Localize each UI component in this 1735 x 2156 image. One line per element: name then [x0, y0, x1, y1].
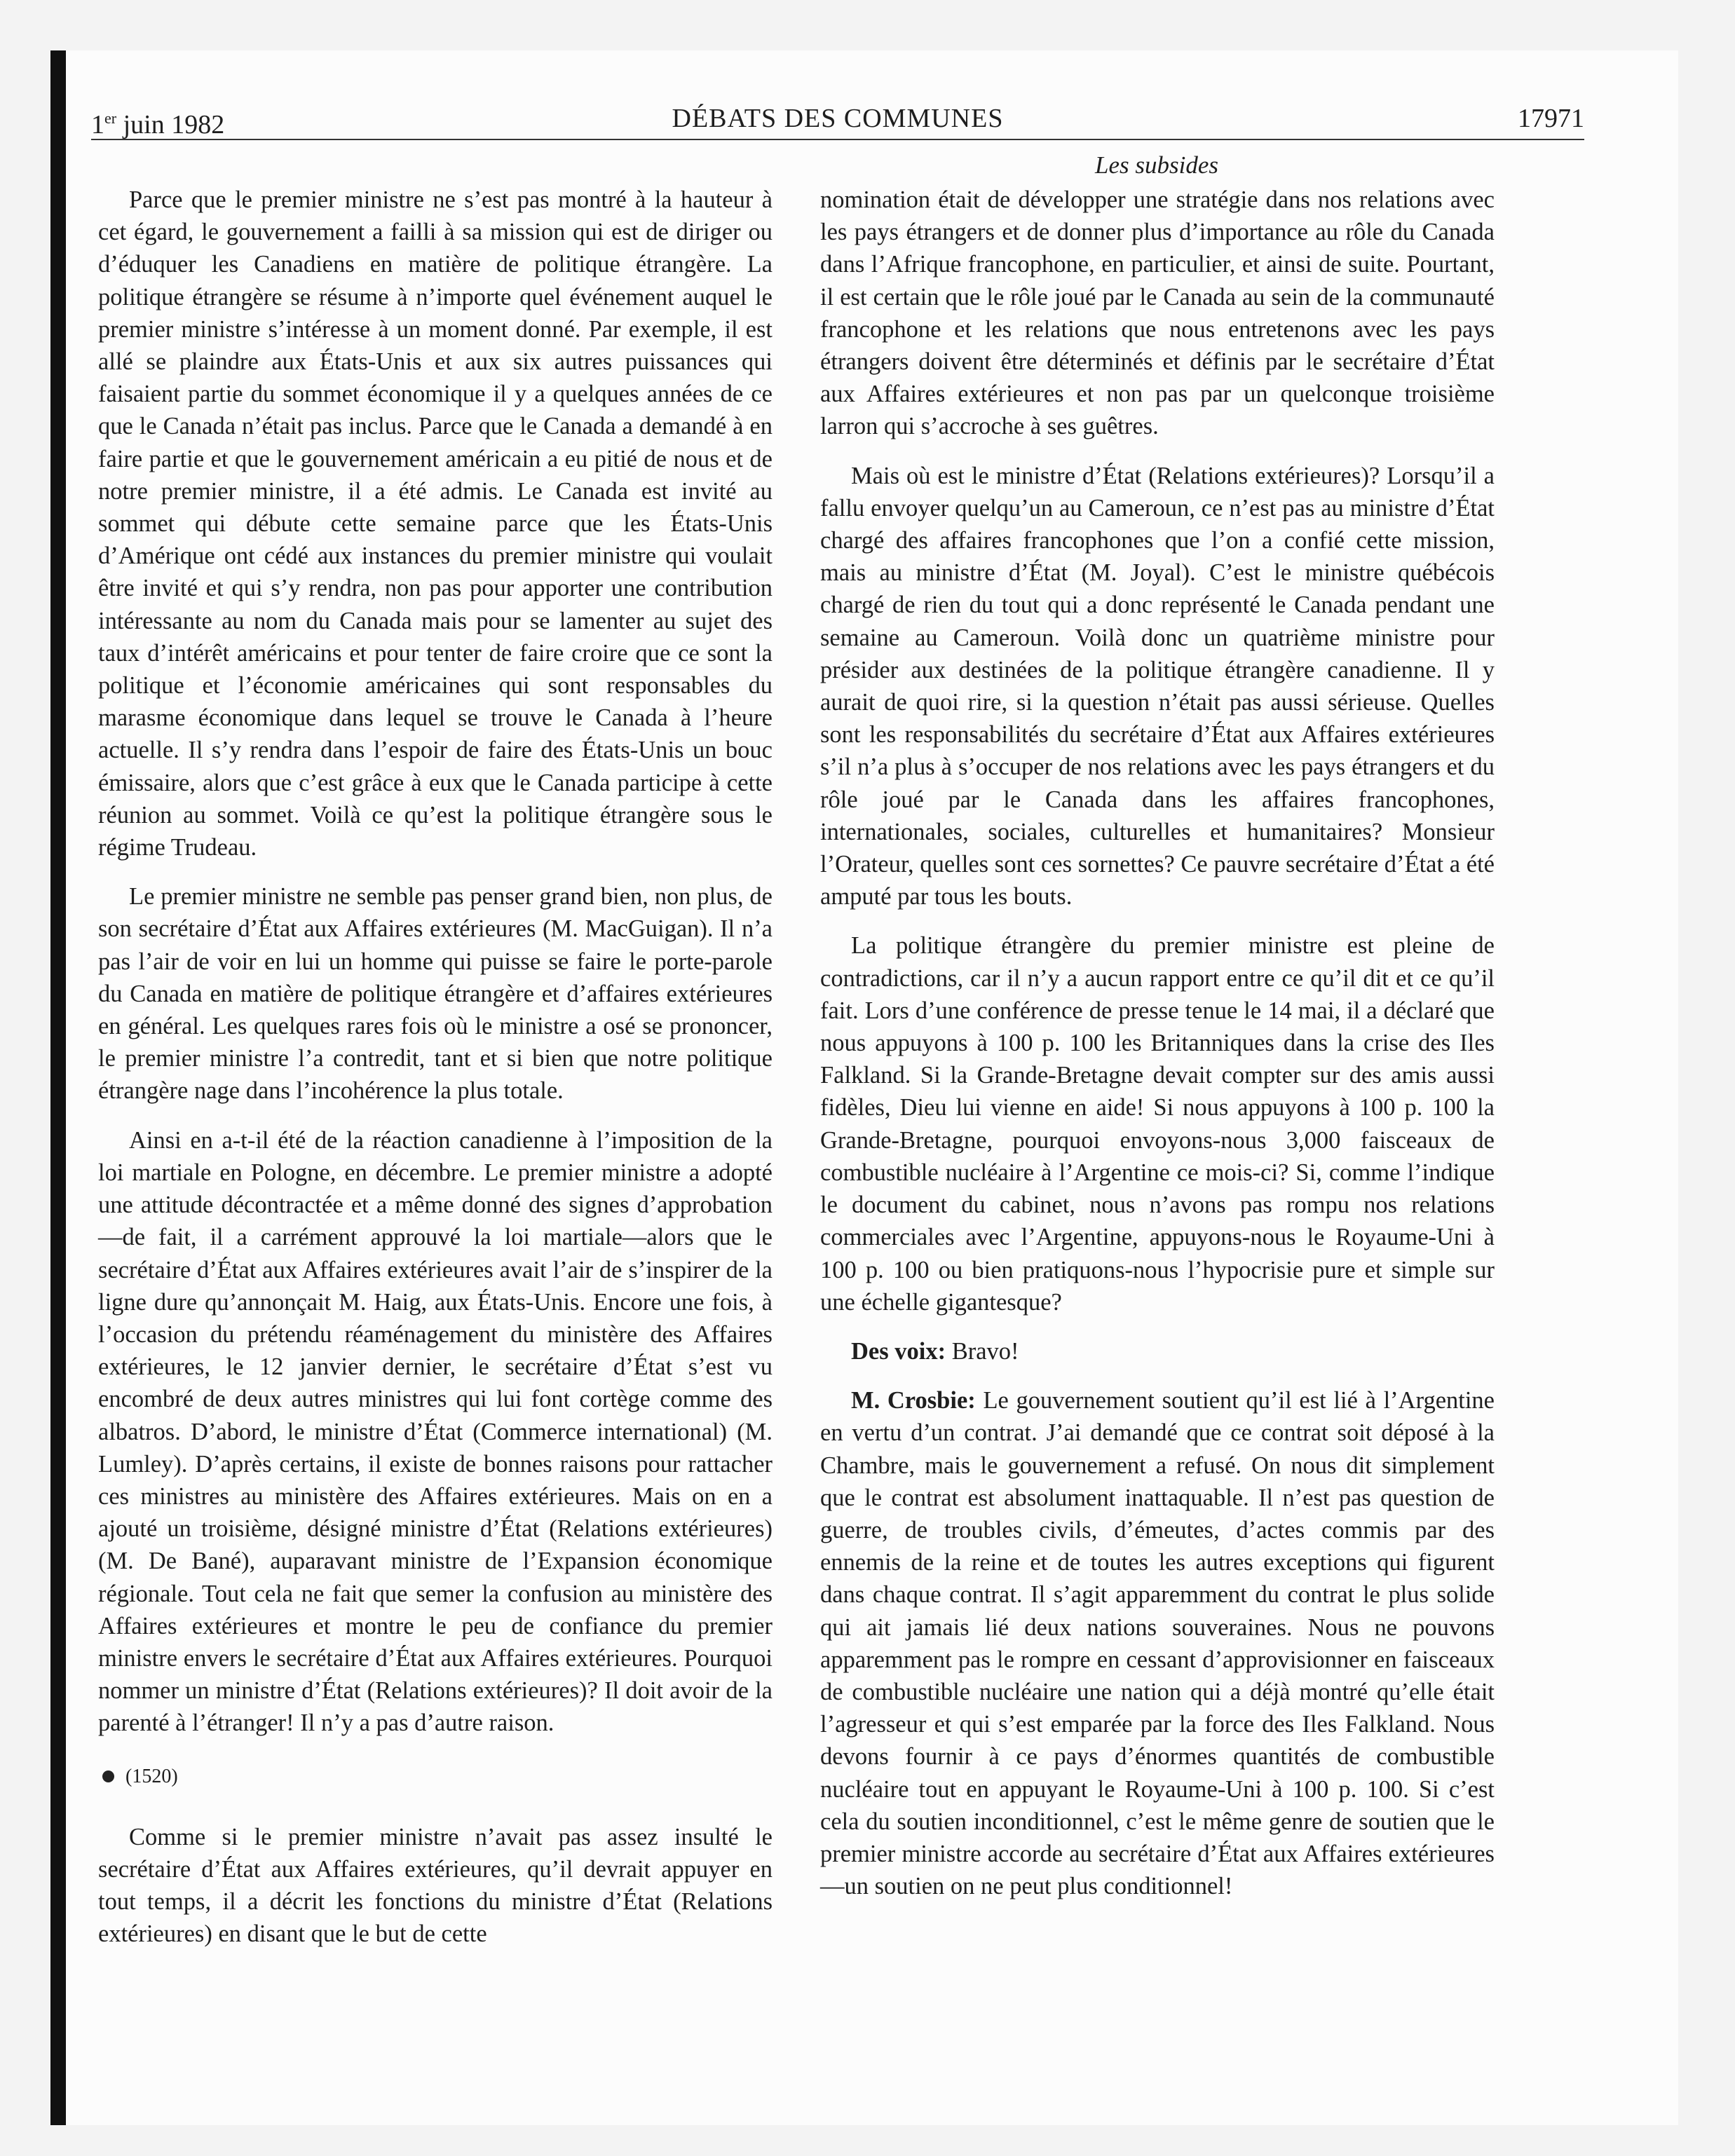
paragraph: Comme si le premier ministre n’avait pas assez insulté le secrétaire d’État aux Affaires extérieures, qu’il devrait appuyer en tout temps, il a décrit les fonctions du ministre d’État (Relations extérieures) en disant que le but de cette — [98, 1823, 773, 1948]
right-column — [820, 184, 1495, 1919]
paragraph: Le premier ministre ne semble pas penser grand bien, non plus, de son secrétaire d’État aux Affaires extérieures (M. MacGuigan). Il n’a pas l’air de voir en lui un homme qui puisse se faire le porte-parole du Canada en matière de politique étrangère et d’affaires extérieures en général. Les quelques rares fois où le ministre a osé se prononcer, le premier ministre l’a contredit, tant et si bien que notre politique étrangère nage dans l’incohérence la plus totale. — [98, 883, 773, 1105]
intervention — [820, 1335, 1495, 1367]
section-label: Les subsides — [1095, 151, 1218, 179]
paragraph: Ainsi en a-t-il été de la réaction canadienne à l’imposition de la loi martiale en Pologne, en décembre. Le premier ministre a adopté une attitude décontractée et a même donné des signes d’approbation—de fait, il a carrément approuvé la loi martiale—alors que le secrétaire d’État aux Affaires extérieures avait l’air de s’inspirer de la ligne dure qu’annonçait M. Haig, aux États-Unis. Encore une fois, à l’occasion du prétendu réaménagement du ministère des Affaires extérieures, le 12 janvier dernier, le secrétaire d’État s’est vu encombré de deux autres ministres qui lui font cortège comme des albatros. D’abord, le ministre d’État (Commerce international) (M. Lumley). D’après certains, il existe de bonnes raisons pour rattacher ces ministres au ministère des Affaires extérieures. Mais on en a ajouté un troisième, désigné ministre d’État (Relations extérieures) (M. De Bané), auparavant ministre de l’Expansion économique régionale. Tout cela ne fait que semer la confusion au ministère des Affaires extérieures et montre le peu de confiance du premier ministre envers le secrétaire d’État aux Affaires extérieures. Pourquoi nommer un ministre d’État (Relations extérieures)? Il doit avoir de la parenté à l’étranger! Il n’y a pas d’autre raison. — [98, 1126, 773, 1737]
intervention — [820, 1384, 1495, 1902]
paragraph: La politique étrangère du premier ministre est pleine de contradictions, car il n’y a aucun rapport entre ce qu’il dit et ce qu’il fait. Lors d’une conférence de presse tenue le 14 mai, il a déclaré que nous appuyons à 100 p. 100 les Britanniques dans la crise des Iles Falkland. Si la Grande-Bretagne devait compter sur des amis aussi fidèles, Dieu lui vienne en aide! Si nous appuyons à 100 p. 100 la Grande-Bretagne, pourquoi envoyons-nous 3,000 faisceaux de combustible nucléaire à l’Argentine ce mois-ci? Si, comme l’indique le document du cabinet, nous n’avons pas rompu nos relations commerciales avec l’Argentine, appuyons-nous le Royaume-Uni à 100 p. 100 ou bien pratiquons-nous l’hypocrisie pure et simple sur une échelle gigantesque? — [820, 932, 1495, 1316]
left-column — [98, 184, 773, 1967]
header-page-number: 17971 — [1518, 104, 1584, 133]
paragraph: Parce que le premier ministre ne s’est pas montré à la hauteur à cet égard, le gouvernement a failli à sa mission qui est de diriger ou d’éduquer les Canadiens en matière de politique étrangère. La politique étrangère se résume à n’importe quel événement auquel le premier ministre s’intéresse à un moment donné. Par exemple, il est allé se plaindre aux États-Unis et aux six autres puissances qui faisaient partie du sommet économique il y a quelques années de ce que le Canada n’était pas inclus. Parce que le Canada a demandé à en faire partie et que le gouvernement américain a eu pitié de nous et de notre premier ministre, il a été admis. Le Canada est invité au sommet qui débute cette semaine parce que les États-Unis d’Amérique ont cédé aux instances du premier ministre qui voulait être invité et qui s’y rendra, non pas pour apporter une contribution intéressante au nom du Canada mais pour se lamenter au sujet des taux d’intérêt américains et pour tenter de faire croire que ce sont la politique et l’économie américaines qui sont responsables du marasme économique dans lequel se trouve le Canada à l’heure actuelle. Il s’y rendra dans l’espoir de faire des États-Unis un bouc émissaire, alors que c’est grâce à eux que le Canada participe à cette réunion au sommet. Voilà ce qu’est la politique étrangère sous le régime Trudeau. — [98, 186, 773, 861]
paragraph: nomination était de développer une stratégie dans nos relations avec les pays étrangers et de donner plus d’importance au rôle du Canada dans l’Afrique francophone, en particulier, et ainsi de suite. Pourtant, il est certain que le rôle joué par le Canada au sein de la communauté francophone et les relations que nous entretenons avec les pays étrangers doivent être déterminés et définis par le secrétaire d’État aux Affaires extérieures et non pas par un quelconque troisième larron qui s’accroche à ses guêtres. — [820, 186, 1495, 440]
scan-edge — [50, 50, 66, 2125]
paragraph: Mais où est le ministre d’État (Relations extérieures)? Lorsqu’il a fallu envoyer quelqu’un au Cameroun, ce n’est pas au ministre d’État chargé des affaires francophones que l’on a confié cette mission, mais au ministre d’État (M. Joyal). C’est le ministre québécois chargé de rien du tout qui a donc représenté le Canada pendant une semaine au Cameroun. Voilà donc un quatrième ministre pour présider aux destinées de la politique étrangère canadienne. Il y aurait de quoi rire, si la question n’était pas aussi sérieuse. Quelles sont les responsabilités du secrétaire d’État aux Affaires extérieures s’il n’a plus à s’occuper de nos relations avec les pays étrangers et du rôle joué par le Canada dans les affaires francophones, internationales, sociales, culturelles et humanitaires? Monsieur l’Orateur, quelles sont ces sornettes? Ce pauvre secrétaire d’État a été amputé par tous les bouts. — [820, 462, 1495, 910]
date-day: 1 — [91, 110, 104, 139]
bullet-icon — [102, 1770, 114, 1782]
speaker-name: Des voix: — [851, 1337, 946, 1365]
date-ordinal: er — [104, 109, 117, 127]
intervention-text: Le gouvernement soutient qu’il est lié à l’Argentine en vertu d’un contrat. J’ai demandé que ce contrat soit déposé à la Chambre, mais le gouvernement a refusé. On nous dit simplement que le contrat est absolument inattaquable. Il n’est pas question de guerre, de troubles civils, d’émeutes, d’actes commis par des ennemis de la reine et de toutes les autres exceptions qui figurent dans chaque contrat. Il s’agit apparemment du contrat le plus solide qui ait jamais lié deux nations souveraines. Nous ne pouvons apparemment pas le rompre en cessant d’approvisionner en faisceaux de combustible nucléaire une nation qui a déjà montré qu’elle était l’agresseur et qui s’est emparée par la force des Iles Falkland. Nous devons fournir à ce pays d’énormes quantités de combustible nucléaire tout en appuyant le Royaume-Uni à 100 p. 100. Si c’est cela du soutien inconditionnel, c’est le même genre de soutien que le premier ministre accorde au secrétaire d’État aux Affaires extérieures—un soutien on ne peut plus conditionnel! — [820, 1387, 1495, 1900]
time-stamp — [98, 1761, 773, 1793]
time-stamp-text: (1520) — [125, 1765, 178, 1787]
header-title: DÉBATS DES COMMUNES — [672, 104, 1004, 133]
date-month-year: juin 1982 — [116, 110, 225, 139]
page-header — [91, 98, 1584, 140]
speaker-name: M. Crosbie: — [851, 1387, 976, 1414]
intervention-text: Bravo! — [946, 1337, 1019, 1365]
